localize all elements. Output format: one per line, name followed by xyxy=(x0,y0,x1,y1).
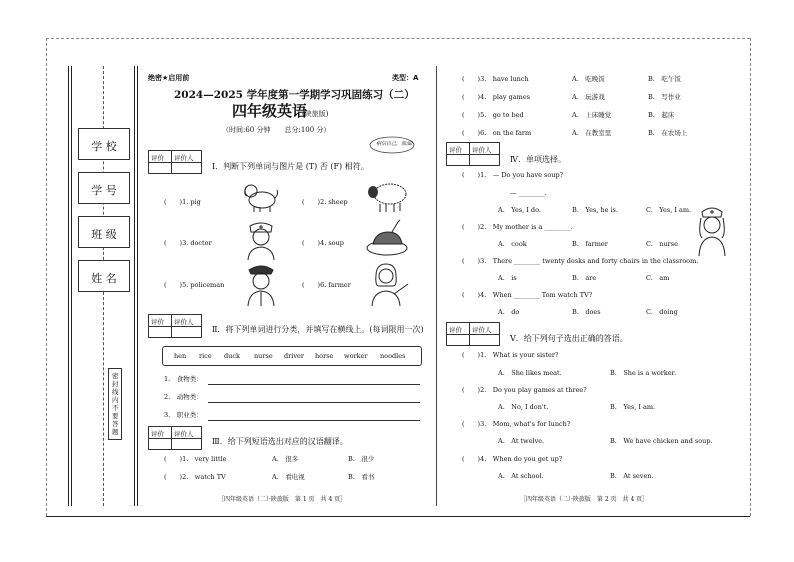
part5-q4-b: B. At seven. xyxy=(610,472,654,480)
animal-answer-line[interactable] xyxy=(208,402,420,403)
score-box-5[interactable]: 评价 评价人 xyxy=(446,322,500,346)
part3-q2-a: A. 看电视 xyxy=(272,473,305,481)
part4-q2-a: A. cook xyxy=(498,240,527,248)
part4-q1-line2: — ________. xyxy=(510,189,547,197)
part3-q5[interactable]: ( )5. go to bed xyxy=(462,111,524,119)
part5-q3-a: A. At twelve. xyxy=(498,437,545,445)
footer-page-1: ［四年级英语（二）·陕旅版 第 1 页 共 4 页］ xyxy=(218,496,347,503)
word-horse: horse xyxy=(315,352,334,360)
part4-q4-c: C. doing xyxy=(646,308,678,316)
page-left-border xyxy=(46,38,47,516)
part1-item-2[interactable]: ( )2. sheep xyxy=(302,198,348,206)
school-label: 学 校 xyxy=(91,140,117,153)
page-bottom-border xyxy=(46,516,750,517)
part4-title: Ⅳ．单项选择。 xyxy=(510,155,566,164)
part4-q2-c: C. nurse xyxy=(646,240,678,248)
score-box-1[interactable]: 评价 评价人 xyxy=(148,150,202,174)
part4-q1[interactable]: ( )1. — Do you have soup? xyxy=(462,171,564,179)
part3-q6-b: B. 在农场上 xyxy=(648,129,688,137)
nurse-picture xyxy=(244,220,278,260)
name-label: 姓 名 xyxy=(91,272,117,285)
chicken-picture xyxy=(364,218,410,260)
time-score: （时间:60 分钟 总分:100 分） xyxy=(222,126,331,134)
part5-q4-a: A. At school. xyxy=(498,472,544,480)
part3-q1-b: B. 很少 xyxy=(348,455,375,463)
subject-title: 四年级英语 xyxy=(232,102,308,120)
class-label: 班 级 xyxy=(91,228,117,241)
part4-q3-a: A. is xyxy=(498,274,517,282)
part3-q3-a: A. 吃晚饭 xyxy=(572,75,605,83)
part1-item-5[interactable]: ( )5. policeman xyxy=(164,281,225,289)
part5-q2[interactable]: ( )2. Do you play games at three? xyxy=(462,386,587,394)
part5-q1-a: A. She likes meat. xyxy=(498,369,562,377)
footer-page-2: ［四年级英语（二）·陕旅版 第 2 页 共 4 页］ xyxy=(520,496,649,503)
word-rice: rice xyxy=(199,352,212,360)
word-driver: driver xyxy=(284,352,304,360)
part4-q2[interactable]: ( )2. My mother is a ________. xyxy=(462,223,573,231)
part1-item-1[interactable]: ( )1. pig xyxy=(164,198,201,206)
class-field[interactable] xyxy=(78,216,130,248)
food-answer-line[interactable] xyxy=(208,384,420,385)
word-noodles: noodles xyxy=(380,352,406,360)
part1-item-3[interactable]: ( )3. doctor xyxy=(164,239,212,247)
part3-q4[interactable]: ( )4. play games xyxy=(462,93,531,101)
student-id-label: 学 号 xyxy=(91,184,117,197)
part4-q2-b: B. farmer xyxy=(572,240,608,248)
part3-q5-b: B. 起床 xyxy=(648,111,675,119)
part1-title: Ⅰ．判断下列单词与图片是 (T) 否 (F) 相符。 xyxy=(212,162,369,171)
page-top-border xyxy=(46,38,750,39)
category-job: 3. 职业类： xyxy=(164,411,203,419)
part4-q1-c: C. Yes, I am. xyxy=(646,206,692,214)
part4-q3-b: B. are xyxy=(572,274,597,282)
part4-q4-a: A. do xyxy=(498,308,520,316)
badge-text: 相信自己，加油! xyxy=(376,141,414,147)
secret-label: 绝密★启用前 xyxy=(148,74,190,82)
edition-label: (陕旅版) xyxy=(302,110,329,118)
part3-q4-b: B. 写作业 xyxy=(648,93,681,101)
score-box-4[interactable]: 评价 评价人 xyxy=(446,142,500,166)
word-duck: duck xyxy=(224,352,240,360)
part4-q1-b: B. Yes, he is. xyxy=(572,206,618,214)
part3-q2-b: B. 看书 xyxy=(348,473,375,481)
part5-q2-b: B. Yes, I am. xyxy=(610,403,656,411)
column-divider xyxy=(436,66,437,506)
part3-q3[interactable]: ( )3. have lunch xyxy=(462,75,529,83)
dog-picture xyxy=(240,180,280,214)
part3-q2[interactable]: ( )2. watch TV xyxy=(164,473,226,481)
word-nurse: nurse xyxy=(254,352,273,360)
part3-q1-a: A. 很多 xyxy=(272,455,299,463)
teacher-picture xyxy=(368,262,408,306)
name-field[interactable] xyxy=(78,260,130,292)
part5-q4[interactable]: ( )4. When do you get up? xyxy=(462,455,563,463)
word-hen: hen xyxy=(174,352,187,360)
part2-title: Ⅱ．将下列单词进行分类，并填写在横线上。(每词限用一次) xyxy=(212,325,424,334)
part3-q6[interactable]: ( )6. on the farm xyxy=(462,129,532,137)
part5-q1-b: B. She is a worker. xyxy=(610,369,677,377)
part5-q3[interactable]: ( )3. Mom, what's for lunch? xyxy=(462,420,571,428)
part4-q4[interactable]: ( )4. When ________ Tom watch TV? xyxy=(462,291,593,299)
exam-title: 2024—2025 学年度第一学期学习巩固练习（二） xyxy=(174,89,415,101)
part4-q3[interactable]: ( )3. There ________ twenty desks and forty chairs in the classroom. xyxy=(462,257,699,265)
category-food: 1. 食物类： xyxy=(164,375,203,383)
part4-q1-a: A. Yes, I do. xyxy=(498,206,541,214)
part3-title: Ⅲ．给下列短语选出对应的汉语翻译。 xyxy=(212,437,348,446)
part5-title: Ⅴ．给下列句子选出正确的答语。 xyxy=(510,334,628,343)
part1-item-4[interactable]: ( )4. soup xyxy=(302,239,344,247)
category-animal: 2. 动物类： xyxy=(164,393,203,401)
score-box-2[interactable]: 评价 评价人 xyxy=(148,314,202,338)
part3-q5-a: A. 上床睡觉 xyxy=(572,111,612,119)
job-answer-line[interactable] xyxy=(208,420,420,421)
part5-q1[interactable]: ( )1. What is your sister? xyxy=(462,351,559,359)
student-id-field[interactable] xyxy=(78,172,130,204)
part3-q4-a: A. 玩游戏 xyxy=(572,93,605,101)
policeman-picture xyxy=(244,262,278,306)
part5-q3-b: B. We have chicken and soup. xyxy=(610,437,713,445)
part1-item-6[interactable]: ( )6. farmer xyxy=(302,281,351,289)
part3-q3-b: B. 吃午饭 xyxy=(648,75,681,83)
seal-note: 密封线内不要答题 xyxy=(112,372,119,436)
nurse-illustration xyxy=(694,204,730,256)
score-box-3[interactable]: 评价 评价人 xyxy=(148,426,202,450)
type-label: 类型：A xyxy=(392,74,419,82)
part4-q4-b: B. does xyxy=(572,308,601,316)
part4-q3-c: C. am xyxy=(646,274,670,282)
part3-q6-a: A. 在教室里 xyxy=(572,129,612,137)
part3-q1[interactable]: ( )1. very little xyxy=(164,455,227,463)
page-right-border xyxy=(750,38,751,516)
school-field[interactable] xyxy=(78,128,130,160)
part5-q2-a: A. No, I don't. xyxy=(498,403,549,411)
word-worker: worker xyxy=(344,352,368,360)
sheep-picture xyxy=(366,180,410,214)
